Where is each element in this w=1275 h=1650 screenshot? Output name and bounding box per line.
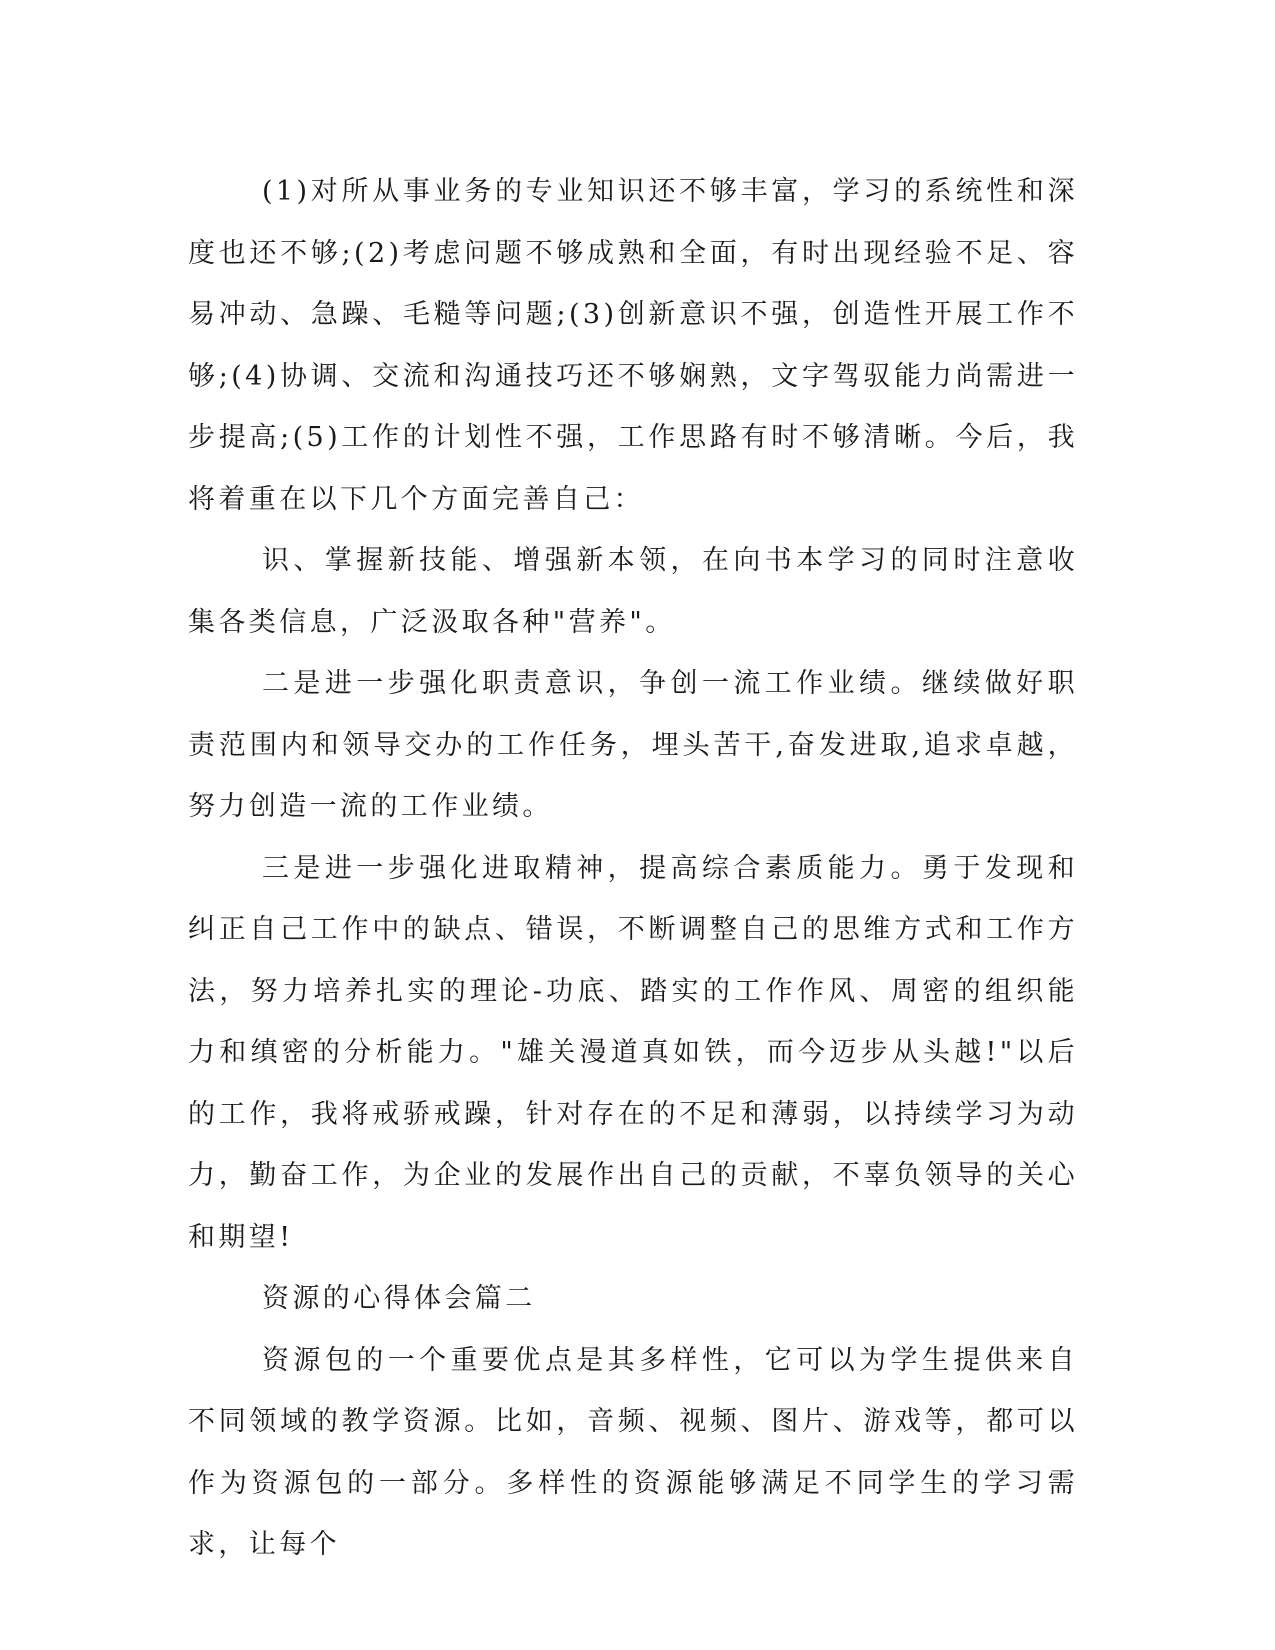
paragraph-learning: 识、掌握新技能、增强新本领，在向书本学习的同时注意收集各类信息，广泛汲取各种"营养"。 [188,545,1078,638]
paragraph-shortcomings: (1)对所从事业务的专业知识还不够丰富，学习的系统性和深度也还不够;(2)考虑问题不够成熟和全面，有时出现经验不足、容易冲动、急躁、毛糙等问题;(3)创新意识不强，创造性开展工作不够;(4)协调、交流和沟通技巧还不够娴熟，文字驾驭能力尚需进一步提高;(5)工作的计划性不强，工作思路有时不够清晰。今后，我将着重在以下几个方面完善自己： [188,176,1078,515]
document-body [188,161,1078,1576]
paragraph-resource-pack: 资源包的一个重要优点是其多样性，它可以为学生提供来自不同领域的教学资源。比如，音频、视频、图片、游戏等，都可以作为资源包的一部分。多样性的资源能够满足不同学生的学习需求，让每个 [188,1344,1078,1560]
section-heading: 资源的心得体会篇二 [262,1283,536,1314]
paragraph-enterprise: 三是进一步强化进取精神，提高综合素质能力。勇于发现和纠正自己工作中的缺点、错误，不断调整自己的思维方式和工作方法，努力培养扎实的理论-功底、踏实的工作作风、周密的组织能力和缜密的分析能力。"雄关漫道真如铁，而今迈步从头越!"以后的工作，我将戒骄戒躁，针对存在的不足和薄弱，以持续学习为动力，勤奋工作，为企业的发展作出自己的贡献，不辜负领导的关心和期望! [188,852,1078,1253]
paragraph-responsibility: 二是进一步强化职责意识，争创一流工作业绩。继续做好职责范围内和领导交办的工作任务，埋头苦干,奋发进取,追求卓越，努力创造一流的工作业绩。 [188,668,1078,822]
